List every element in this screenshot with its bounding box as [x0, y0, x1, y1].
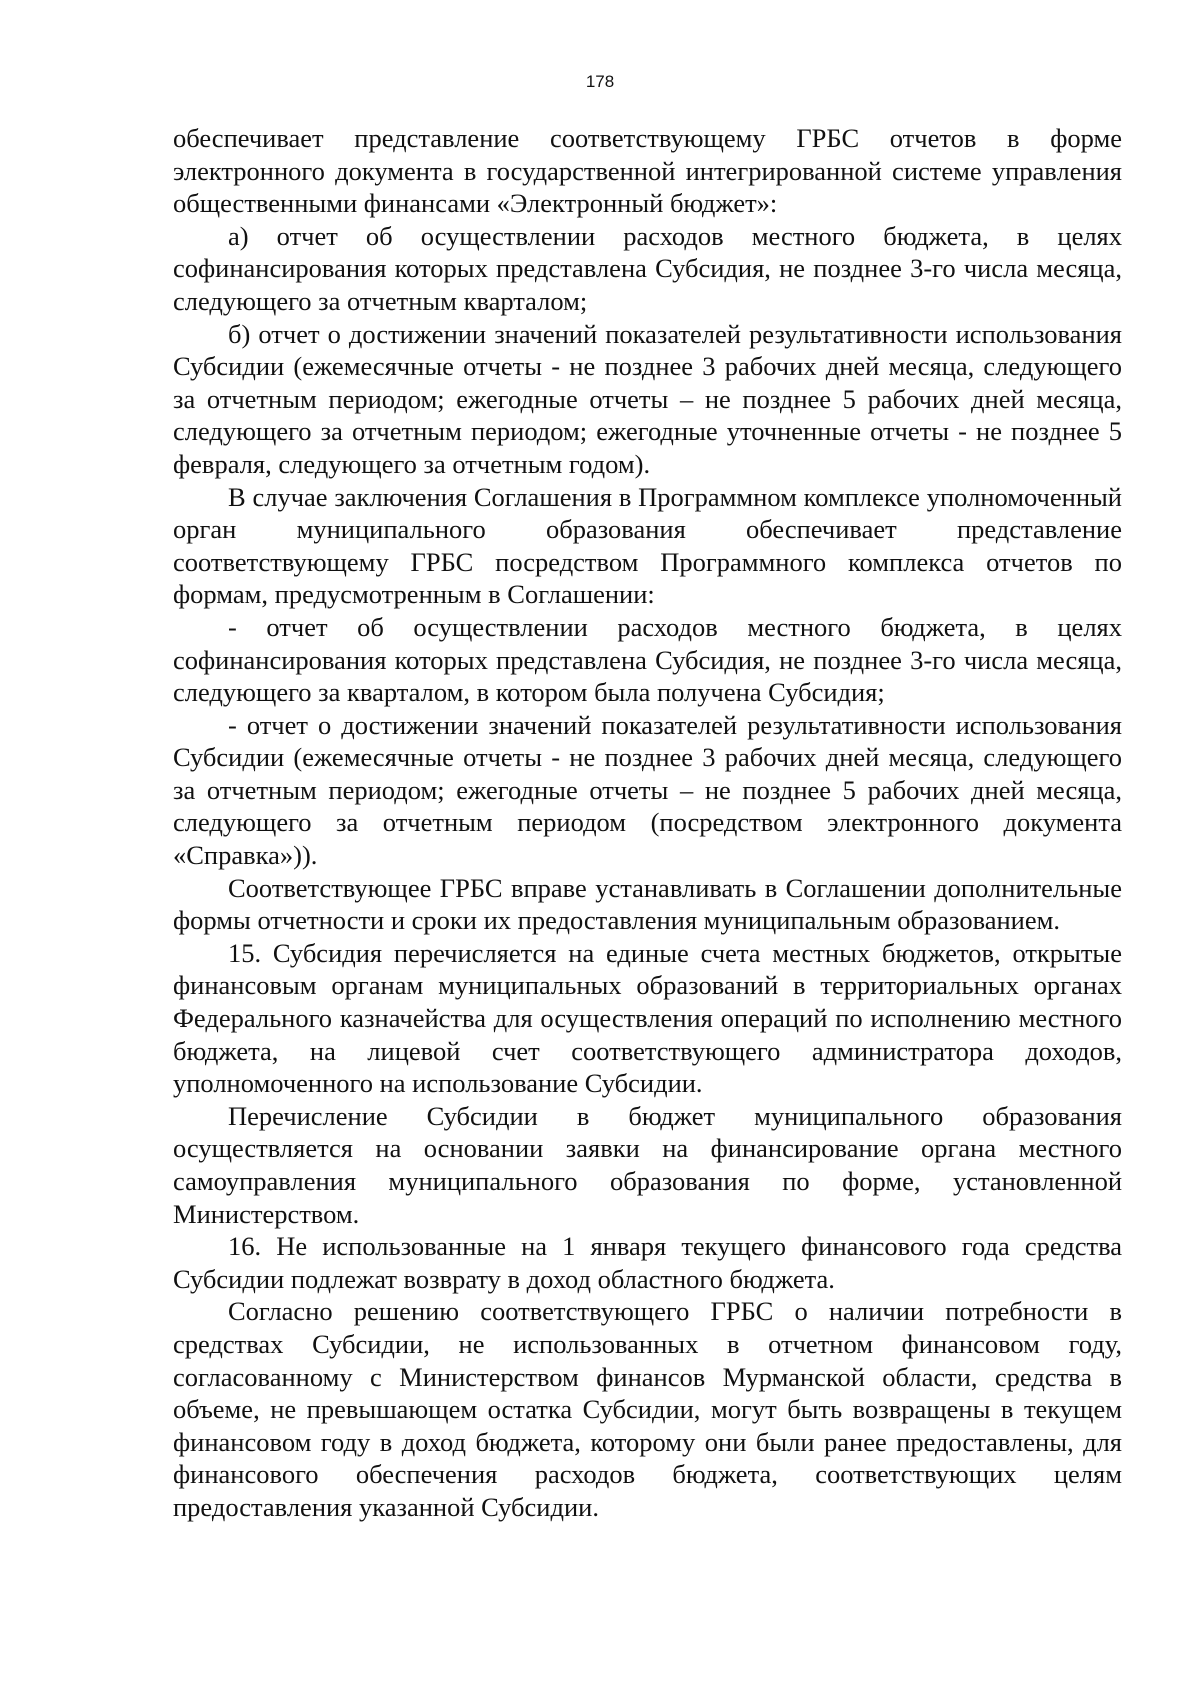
paragraph-clause-15: 15. Субсидия перечисляется на единые счета местных бюджетов, открытые финансовым органам муниципальных образований в территориальных органах Федерального казначейства для осуществления операций по исполнению местного бюджета, на лицевой счет соответствующего администратора доходов, уполномоченного на использование Субсидии. [173, 937, 1122, 1099]
paragraph-clause-16: 16. Не использованные на 1 января текущего финансового года средства Субсидии подлежат возврату в доход областного бюджета. [173, 1231, 1122, 1294]
document-body [173, 122, 1122, 1524]
paragraph-return: Согласно решению соответствующего ГРБС о наличии потребности в средствах Субсидии, не использованных в отчетном финансовом году, согласованному с Министерством финансов Мурманской области, средства в объеме, не превышающем остатка Субсидии, могут быть возвращены в текущем финансовом году в доход бюджета, которому они были ранее предоставлены, для финансового обеспечения расходов бюджета, соответствующих целям предоставления указанной Субсидии. [173, 1296, 1122, 1522]
paragraph-dash-item-2: - отчет о достижении значений показателей результативности использования Субсидии (ежемесячные отчеты - не позднее 3 рабочих дней месяца, следующего за отчетным периодом; ежегодные отчеты – не позднее 5 рабочих дней месяца, следующего за отчетным периодом (посредством электронного документа «Справка»)). [173, 709, 1122, 871]
paragraph-additional-forms: Соответствующее ГРБС вправе устанавливать в Соглашении дополнительные формы отчетности и сроки их предоставления муниципальным образованием. [173, 872, 1122, 936]
paragraph-software-complex: В случае заключения Соглашения в Программном комплексе уполномоченный орган муниципального образования обеспечивает представление соответствующему ГРБС посредством Программного комплекса отчетов по формам, предусмотренным в Соглашении: [173, 481, 1122, 610]
paragraph-continuation: обеспечивает представление соответствующему ГРБС отчетов в форме электронного документа в государственной интегрированной системе управления общественными финансами «Электронный бюджет»: [173, 123, 1122, 219]
page-number: 178 [585, 72, 615, 91]
paragraph-item-b: б) отчет о достижении значений показателей результативности использования Субсидии (ежемесячные отчеты - не позднее 3 рабочих дней месяца, следующего за отчетным периодом; ежегодные отчеты – не позднее 5 рабочих дней месяца, следующего за отчетным периодом; ежегодные уточненные отчеты - не позднее 5 февраля, следующего за отчетным годом). [173, 318, 1122, 479]
paragraph-dash-item-1: - отчет об осуществлении расходов местного бюджета, в целях софинансирования которых представлена Субсидия, не позднее 3-го числа месяца, следующего за кварталом, в котором была получена Субсидия; [173, 611, 1122, 708]
paragraph-transfer: Перечисление Субсидии в бюджет муниципального образования осуществляется на основании заявки на финансирование органа местного самоуправления муниципального образования по форме, установленной Министерством. [173, 1100, 1122, 1229]
paragraph-item-a: а) отчет об осуществлении расходов местного бюджета, в целях софинансирования которых представлена Субсидия, не позднее 3-го числа месяца, следующего за отчетным кварталом; [173, 220, 1122, 316]
